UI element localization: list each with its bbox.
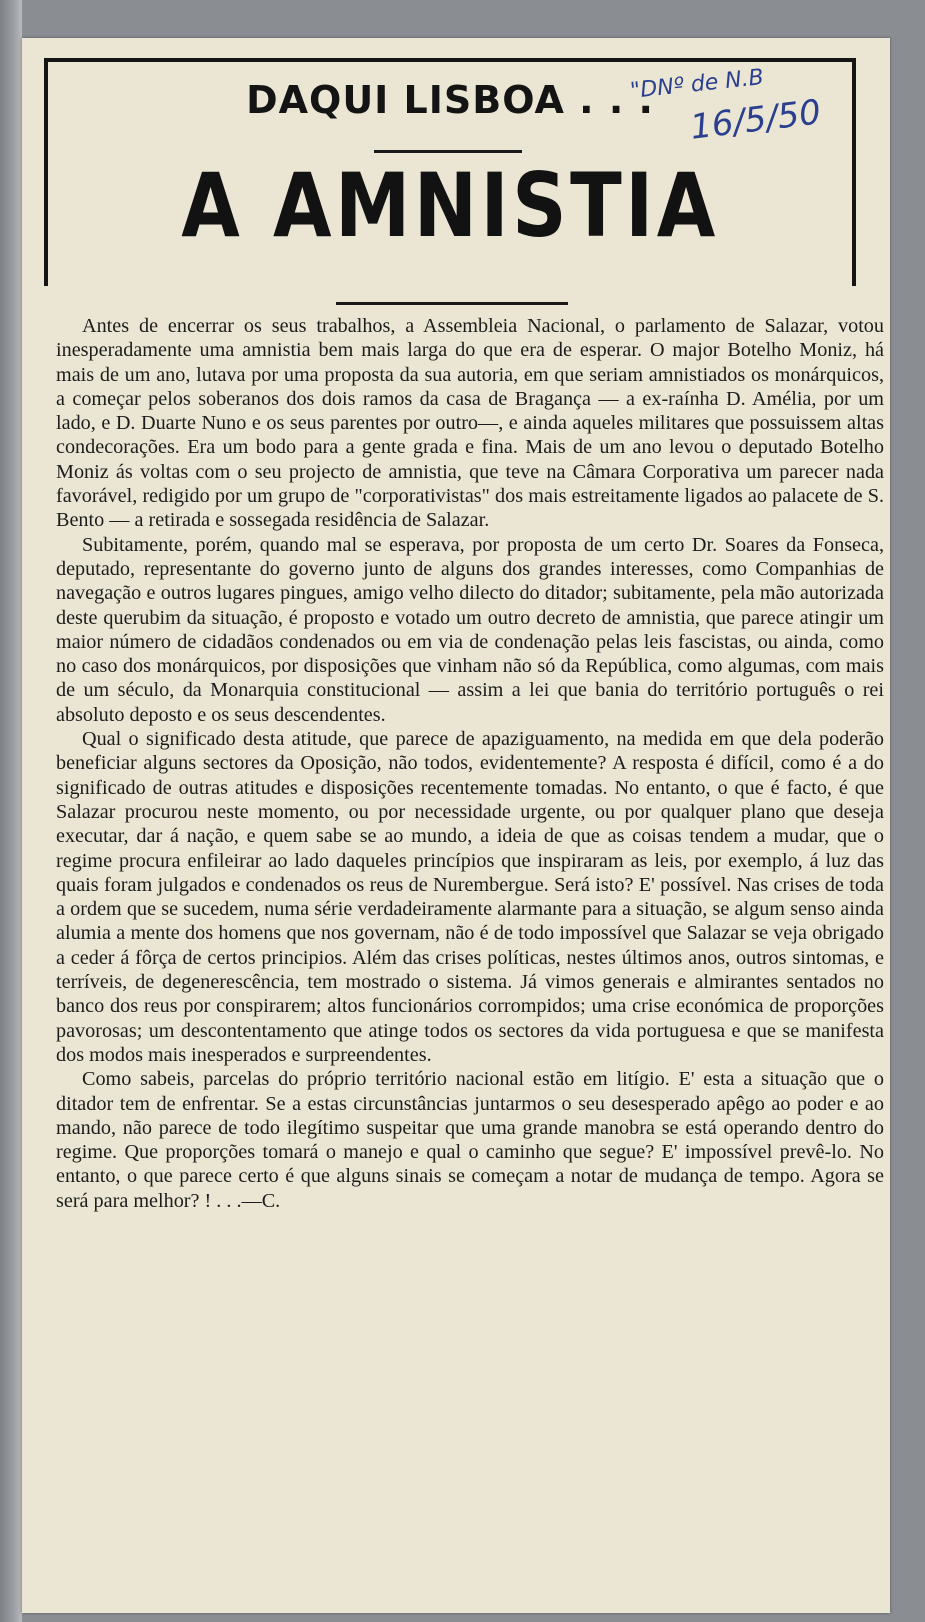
kicker-title: DAQUI LISBOA . . . bbox=[246, 78, 654, 122]
article-body bbox=[56, 314, 884, 1213]
article-paragraph: Qual o significado desta atitude, que parece de apaziguamento, na medida em que dela poderão beneficiar alguns sectores da Oposição, não todos, evidentemente? A resposta é difícil, como é a do significado de outras atitudes e disposições recentemente tomadas. No entanto, o que é facto, é que Salazar procurou neste momento, ou por necessidade urgente, ou por qualquer plano que deseja executar, dar á nação, e quem sabe se ao mundo, a ideia de que as coisas tendem a mudar, que o regime procura enfileirar ao lado daqueles princípios que inspiraram as leis, por exemplo, á luz das quais foram julgados e condenados os reus de Nurembergue. Será isto? E' possível. Nas crises de toda a ordem que se sucedem, numa série verdadeiramente alarmante para a situação, se algum senso ainda alumia a mente dos homens que nos governam, não é de todo impossível que Salazar se veja obrigado a ceder á fôrça de certos principios. Além das crises políticas, nestes últimos anos, outros sintomas, e terríveis, de degenerescência, tem mostrado o sistema. Já vimos generais e almirantes sentados no banco dos reus por conspirarem; altos funcionários corrompidos; uma crise económica de proporções pavorosas; um descontentamento que atinge todos os sectores da vida portuguesa e que se manifesta dos modos mais inesperados e surpreendentes. bbox=[56, 728, 884, 1066]
handwritten-source-note: "DNº de N.B bbox=[629, 65, 765, 104]
body-separator-rule bbox=[336, 302, 568, 305]
handwritten-date: 16/5/50 bbox=[688, 92, 824, 148]
scanner-background-strip bbox=[0, 0, 22, 1622]
headline: A AMNISTIA bbox=[181, 154, 719, 257]
kicker-rule bbox=[374, 150, 522, 153]
article-paragraph: Subitamente, porém, quando mal se esperava, por proposta de um certo Dr. Soares da Fonseca, deputado, representante do governo junto de alguns dos grandes interesses, como Companhias de navegação e outros lugares pingues, amigo velho dilecto do ditador; subitamente, pela mão autorizada deste querubim da situação, é proposto e votado um outro decreto de amnistia, que parece atingir um maior número de cidadãos condenados ou em via de condenação pelas leis fascistas, ou ainda, como no caso dos monárquicos, por disposições que vinham não só da República, como algumas, com mais de um século, da Monarquia constitucional — assim a lei que bania do território português o rei absoluto deposto e os seus descendentes. bbox=[56, 533, 884, 726]
article-paragraph: Como sabeis, parcelas do próprio território nacional estão em litígio. E' esta a situação que o ditador tem de enfrentar. Se a estas circunstâncias juntarmos o seu desesperado apêgo ao poder e ao mando, não parece de todo ilegítimo suspeitar que uma grande manobra se está operando dentro do regime. Que proporções tomará o manejo e qual o caminho que segue? E' impossível prevê-lo. No entanto, o que parece certo é que alguns sinais se começam a notar de mudança de tempo. Agora se será para melhor? ! . . .—C. bbox=[56, 1068, 884, 1212]
article-paragraph: Antes de encerrar os seus trabalhos, a Assembleia Nacional, o parlamento de Salazar, votou inesperadamente uma amnistia bem mais larga do que era de esperar. O major Botelho Moniz, há mais de um ano, lutava por uma proposta da sua autoria, em que seriam amnistiados os monárquicos, a começar pelos soberanos dos dois ramos da casa de Bragança — a ex-raínha D. Amélia, por um lado, e D. Duarte Nuno e os seus parentes por outro—, e ainda aqueles militares que possuissem altas condecorações. Era um bodo para a gente grada e fina. Mais de um ano levou o deputado Botelho Moniz ás voltas com o seu projecto de amnistia, que teve na Câmara Corporativa um parecer nada favorável, redigido por um grupo de "corporativistas" dos mais estreitamente ligados ao palacete de S. Bento — a retirada e sossegada residência de Salazar. bbox=[56, 315, 884, 532]
